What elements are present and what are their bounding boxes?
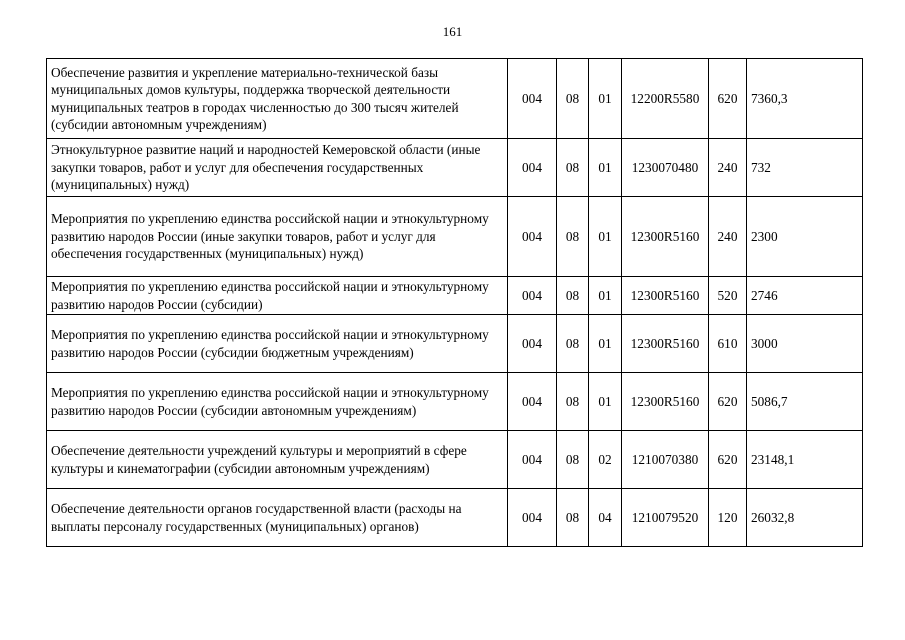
- table-row: [47, 139, 863, 197]
- amount-value: 26032,8: [747, 489, 863, 547]
- subsection-code: 01: [589, 139, 622, 197]
- section-code: 08: [557, 489, 589, 547]
- expense-type-code: 610: [709, 315, 747, 373]
- section-code: 08: [557, 277, 589, 315]
- expense-type-code: 620: [709, 431, 747, 489]
- subsection-code: 01: [589, 197, 622, 277]
- row-description: Мероприятия по укреплению единства российской нации и этнокультурному развитию народов России (субсидии автономным учреждениям): [47, 373, 508, 431]
- expense-type-code: 120: [709, 489, 747, 547]
- section-code: 08: [557, 197, 589, 277]
- section-code: 08: [557, 59, 589, 139]
- amount-value: 7360,3: [747, 59, 863, 139]
- ministry-code: 004: [508, 431, 557, 489]
- amount-value: 23148,1: [747, 431, 863, 489]
- table-row: [47, 197, 863, 277]
- ministry-code: 004: [508, 315, 557, 373]
- table-row: [47, 277, 863, 315]
- ministry-code: 004: [508, 59, 557, 139]
- target-article-code: 12200R5580: [622, 59, 709, 139]
- expense-type-code: 620: [709, 59, 747, 139]
- target-article-code: 12300R5160: [622, 277, 709, 315]
- table-row: [47, 59, 863, 139]
- subsection-code: 01: [589, 59, 622, 139]
- ministry-code: 004: [508, 373, 557, 431]
- row-description: Обеспечение деятельности органов государственной власти (расходы на выплаты персоналу государственных (муниципальных) органов): [47, 489, 508, 547]
- subsection-code: 01: [589, 277, 622, 315]
- subsection-code: 04: [589, 489, 622, 547]
- table-row: [47, 315, 863, 373]
- ministry-code: 004: [508, 139, 557, 197]
- target-article-code: 12300R5160: [622, 197, 709, 277]
- target-article-code: 1210079520: [622, 489, 709, 547]
- budget-table: [46, 58, 863, 547]
- row-description: Мероприятия по укреплению единства российской нации и этнокультурному развитию народов России (субсидии бюджетным учреждениям): [47, 315, 508, 373]
- target-article-code: 12300R5160: [622, 373, 709, 431]
- ministry-code: 004: [508, 197, 557, 277]
- table-row: [47, 373, 863, 431]
- budget-table-body: [47, 59, 863, 547]
- amount-value: 3000: [747, 315, 863, 373]
- section-code: 08: [557, 139, 589, 197]
- row-description: Мероприятия по укреплению единства российской нации и этнокультурному развитию народов России (иные закупки товаров, работ и услуг для обеспечения государственных (муниципальных) нужд): [47, 197, 508, 277]
- subsection-code: 01: [589, 373, 622, 431]
- amount-value: 2746: [747, 277, 863, 315]
- row-description: Обеспечение развития и укрепление материально-технической базы муниципальных домов культуры, поддержка творческой деятельности муниципальных театров в городах численностью до 300 тысяч жителей (субсидии автономным учреждениям): [47, 59, 508, 139]
- row-description: Обеспечение деятельности учреждений культуры и мероприятий в сфере культуры и кинематографии (субсидии автономным учреждениям): [47, 431, 508, 489]
- amount-value: 732: [747, 139, 863, 197]
- expense-type-code: 520: [709, 277, 747, 315]
- expense-type-code: 240: [709, 139, 747, 197]
- subsection-code: 01: [589, 315, 622, 373]
- ministry-code: 004: [508, 277, 557, 315]
- target-article-code: 12300R5160: [622, 315, 709, 373]
- section-code: 08: [557, 315, 589, 373]
- target-article-code: 1210070380: [622, 431, 709, 489]
- expense-type-code: 240: [709, 197, 747, 277]
- row-description: Мероприятия по укреплению единства российской нации и этнокультурному развитию народов России (субсидии): [47, 277, 508, 315]
- table-row: [47, 489, 863, 547]
- section-code: 08: [557, 431, 589, 489]
- amount-value: 5086,7: [747, 373, 863, 431]
- amount-value: 2300: [747, 197, 863, 277]
- section-code: 08: [557, 373, 589, 431]
- table-row: [47, 431, 863, 489]
- target-article-code: 1230070480: [622, 139, 709, 197]
- subsection-code: 02: [589, 431, 622, 489]
- row-description: Этнокультурное развитие наций и народностей Кемеровской области (иные закупки товаров, работ и услуг для обеспечения государственных (муниципальных) нужд): [47, 139, 508, 197]
- ministry-code: 004: [508, 489, 557, 547]
- expense-type-code: 620: [709, 373, 747, 431]
- page-number: 161: [442, 24, 463, 39]
